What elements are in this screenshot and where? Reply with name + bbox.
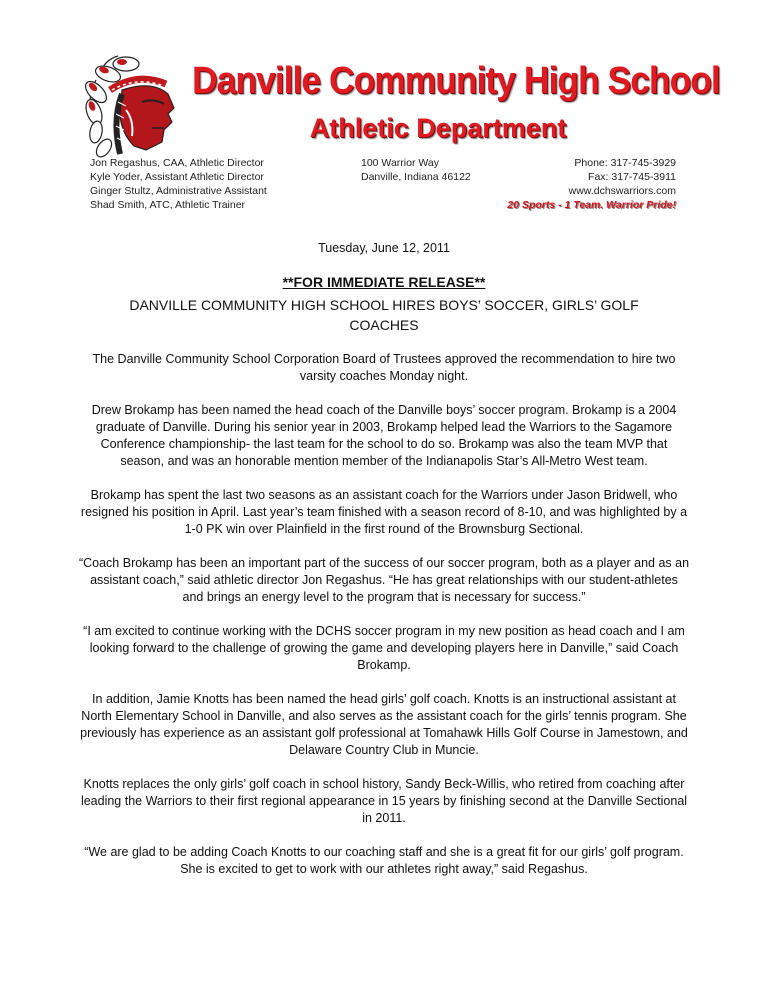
paragraph: “Coach Brokamp has been an important part of the success of our soccer program, both as a player and as an assistant coach,” said athletic director Jon Regashus. “He has great relationships with our student-athletes and brings an energy level to the program that is necessary for success.” — [78, 556, 690, 604]
phone-number: Phone: 317-745-3929 — [574, 157, 676, 169]
address-line: 100 Warrior Way — [361, 157, 439, 169]
staff-list — [90, 156, 267, 212]
paragraph: In addition, Jamie Knotts has been named the head girls’ golf coach. Knotts is an instructional assistant at North Elementary School in Danville, and also serves as the assistant coach for the girls’ tennis program. She previously has experience as an assistant golf professional at Tomahawk Hills Golf Course in Jamestown, and Delaware Country Club in Muncie. — [80, 692, 688, 757]
paragraph: Brokamp has spent the last two seasons as an assistant coach for the Warriors under Jason Bridwell, who resigned his position in April. Last year’s team finished with a season record of 8-10, and was highlighted by a 1-0 PK win over Plainfield in the first round of the Brownsburg Sectional. — [80, 488, 688, 536]
address-line: Danville, Indiana 46122 — [361, 171, 471, 183]
website-link[interactable]: www.dchswarriors.com — [568, 185, 676, 197]
staff-item: Ginger Stultz, Administrative Assistant — [90, 185, 267, 197]
school-name: Danville Community High School — [192, 60, 720, 102]
mailing-address — [361, 156, 471, 184]
paragraph: “We are glad to be adding Coach Knotts to our coaching staff and she is a great fit for our girls’ golf program. She is excited to get to work with our athletes right away,” said Regashus. — [84, 845, 684, 876]
paragraph: “I am excited to continue working with the DCHS soccer program in my new position as head coach and I am looking forward to the challenge of growing the game and developing players here in Danville,” said Coach Brokamp. — [83, 624, 685, 672]
paragraph: Knotts replaces the only girls’ golf coach in school history, Sandy Beck-Willis, who retired from coaching after leading the Warriors to their first regional appearance in 15 years by finishing second at the Danville Sectional in 2011. — [80, 777, 688, 825]
press-release-body — [78, 240, 690, 895]
staff-item: Kyle Yoder, Assistant Athletic Director — [90, 171, 264, 183]
headline: DANVILLE COMMUNITY HIGH SCHOOL HIRES BOYS’ SOCCER, GIRLS’ GOLF COACHES — [129, 297, 639, 333]
staff-item: Jon Regashus, CAA, Athletic Director — [90, 157, 264, 169]
release-label: **FOR IMMEDIATE RELEASE** — [282, 274, 486, 290]
paragraph: Drew Brokamp has been named the head coach of the Danville boys’ soccer program. Brokamp is a 2004 graduate of Danville. During his senior year in 2003, Brokamp helped lead the Warriors to the Sagamore Conference championship- the last team for the school to do so. Brokamp was also the team MVP that season, and was an honorable mention member of the Indianapolis Star’s All-Metro West team. — [91, 403, 677, 468]
release-date: Tuesday, June 12, 2011 — [318, 241, 450, 255]
tagline: 20 Sports - 1 Team. Warrior Pride! — [507, 199, 676, 211]
fax-number: Fax: 317-745-3911 — [588, 171, 676, 183]
warrior-head-logo-icon — [82, 50, 186, 160]
paragraph: The Danville Community School Corporation Board of Trustees approved the recommendation to hire two varsity coaches Monday night. — [92, 352, 676, 383]
department-name: Athletic Department — [309, 113, 567, 143]
contact-info — [507, 156, 676, 212]
staff-item: Shad Smith, ATC, Athletic Trainer — [90, 199, 246, 211]
